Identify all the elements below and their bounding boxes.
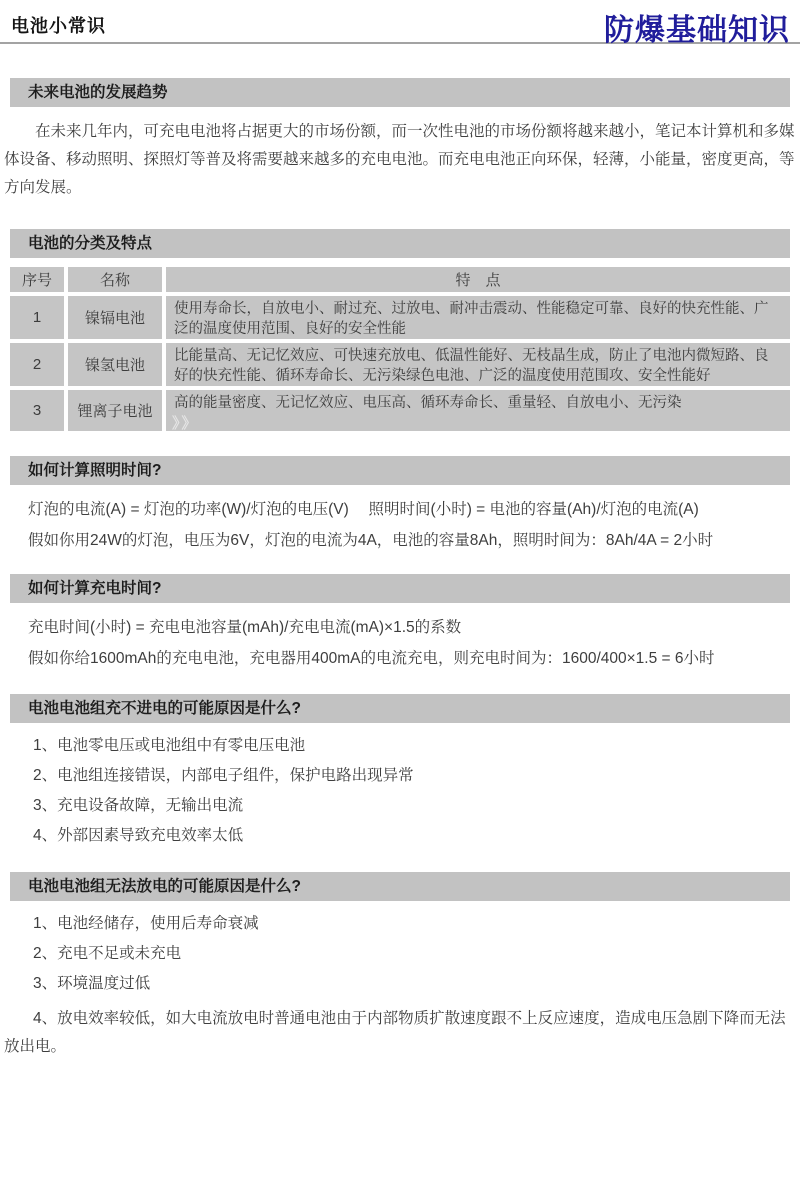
lighting-example-line: 假如你用24W的灯泡，电压为6V，灯泡的电流为4A，电池的容量8Ah，照明时间为：8Ah/4A = 2小时 <box>28 532 714 549</box>
battery-classification-table <box>6 263 794 435</box>
list-item: 4、外部因素导致充电效率太低 <box>33 827 244 844</box>
lighting-formula-line: 灯泡的电流(A) = 灯泡的功率(W)/灯泡的电压(V) 照明时间(小时) = 电池的容量(Ah)/灯泡的电流(A) <box>28 501 699 518</box>
brand-title: 防爆基础知识 <box>604 14 790 47</box>
column-header-name: 名称 <box>68 267 162 292</box>
page-header <box>0 0 800 47</box>
section-title-no-discharge-reasons: 电池电池组无法放电的可能原因是什么? <box>10 872 790 901</box>
page-title: 电池小常识 <box>11 16 106 36</box>
section-title-no-charge-reasons: 电池电池组充不进电的可能原因是什么? <box>10 694 790 723</box>
section-title-classification: 电池的分类及特点 <box>10 229 790 258</box>
cell-features-text: 高的能量密度、无记忆效应、电压高、循环寿命长、重量轻、自放电小、无污染 <box>174 395 682 411</box>
column-header-index: 序号 <box>10 267 64 292</box>
cell-features: 比能量高、无记忆效应、可快速充放电、低温性能好、无枝晶生成，防止了电池内微短路、良好的快充性能、循环寿命长、无污染绿色电池、广泛的温度使用范围攻、安全性能好 <box>166 343 790 386</box>
cell-name: 镍氢电池 <box>68 343 162 386</box>
list-item: 2、充电不足或未充电 <box>33 945 182 962</box>
list-item: 2、电池组连接错误，内部电子组件，保护电路出现异常 <box>33 767 414 784</box>
watermark-chevrons-icon: 》》 <box>172 415 199 432</box>
section-title-charging-time: 如何计算充电时间? <box>10 574 790 603</box>
charging-formula-line: 充电时间(小时) = 充电电池容量(mAh)/充电电流(mA)×1.5的系数 <box>28 619 462 636</box>
list-item: 1、电池零电压或电池组中有零电压电池 <box>33 737 306 754</box>
cell-index: 1 <box>10 296 64 339</box>
future-trends-paragraph: 在未来几年内，可充电电池将占据更大的市场份额，而一次性电池的市场份额将越来越小，笔记本计算机和多媒体设备、移动照明、探照灯等普及将需要越来越多的充电电池。而充电电池正向环保，轻薄，小能量，密度更高，等方向发展。 <box>4 123 795 196</box>
table-row <box>10 296 790 339</box>
table-row <box>10 343 790 386</box>
cell-name: 镍镉电池 <box>68 296 162 339</box>
cell-index: 2 <box>10 343 64 386</box>
section-title-lighting-time: 如何计算照明时间? <box>10 456 790 485</box>
cell-index: 3 <box>10 390 64 431</box>
list-item: 1、电池经储存，使用后寿命衰减 <box>33 915 259 932</box>
list-item: 3、充电设备故障，无输出电流 <box>33 797 244 814</box>
cell-name: 锂离子电池 <box>68 390 162 431</box>
table-header-row <box>10 267 790 292</box>
section-title-future-trends: 未来电池的发展趋势 <box>10 78 790 107</box>
column-header-features: 特 点 <box>166 267 790 292</box>
charging-example-line: 假如你给1600mAh的充电电池，充电器用400mA的电流充电，则充电时间为：1600/400×1.5 = 6小时 <box>28 650 715 667</box>
list-item: 3、环境温度过低 <box>33 975 151 992</box>
cell-features <box>166 390 790 431</box>
table-row <box>10 390 790 431</box>
list-item-long: 4、放电效率较低，如大电流放电时普通电池由于内部物质扩散速度跟不上反应速度，造成电压急剧下降而无法放出电。 <box>4 1010 786 1055</box>
cell-features: 使用寿命长，自放电小、耐过充、过放电、耐冲击震动、性能稳定可靠、良好的快充性能、广泛的温度使用范围、良好的安全性能 <box>166 296 790 339</box>
